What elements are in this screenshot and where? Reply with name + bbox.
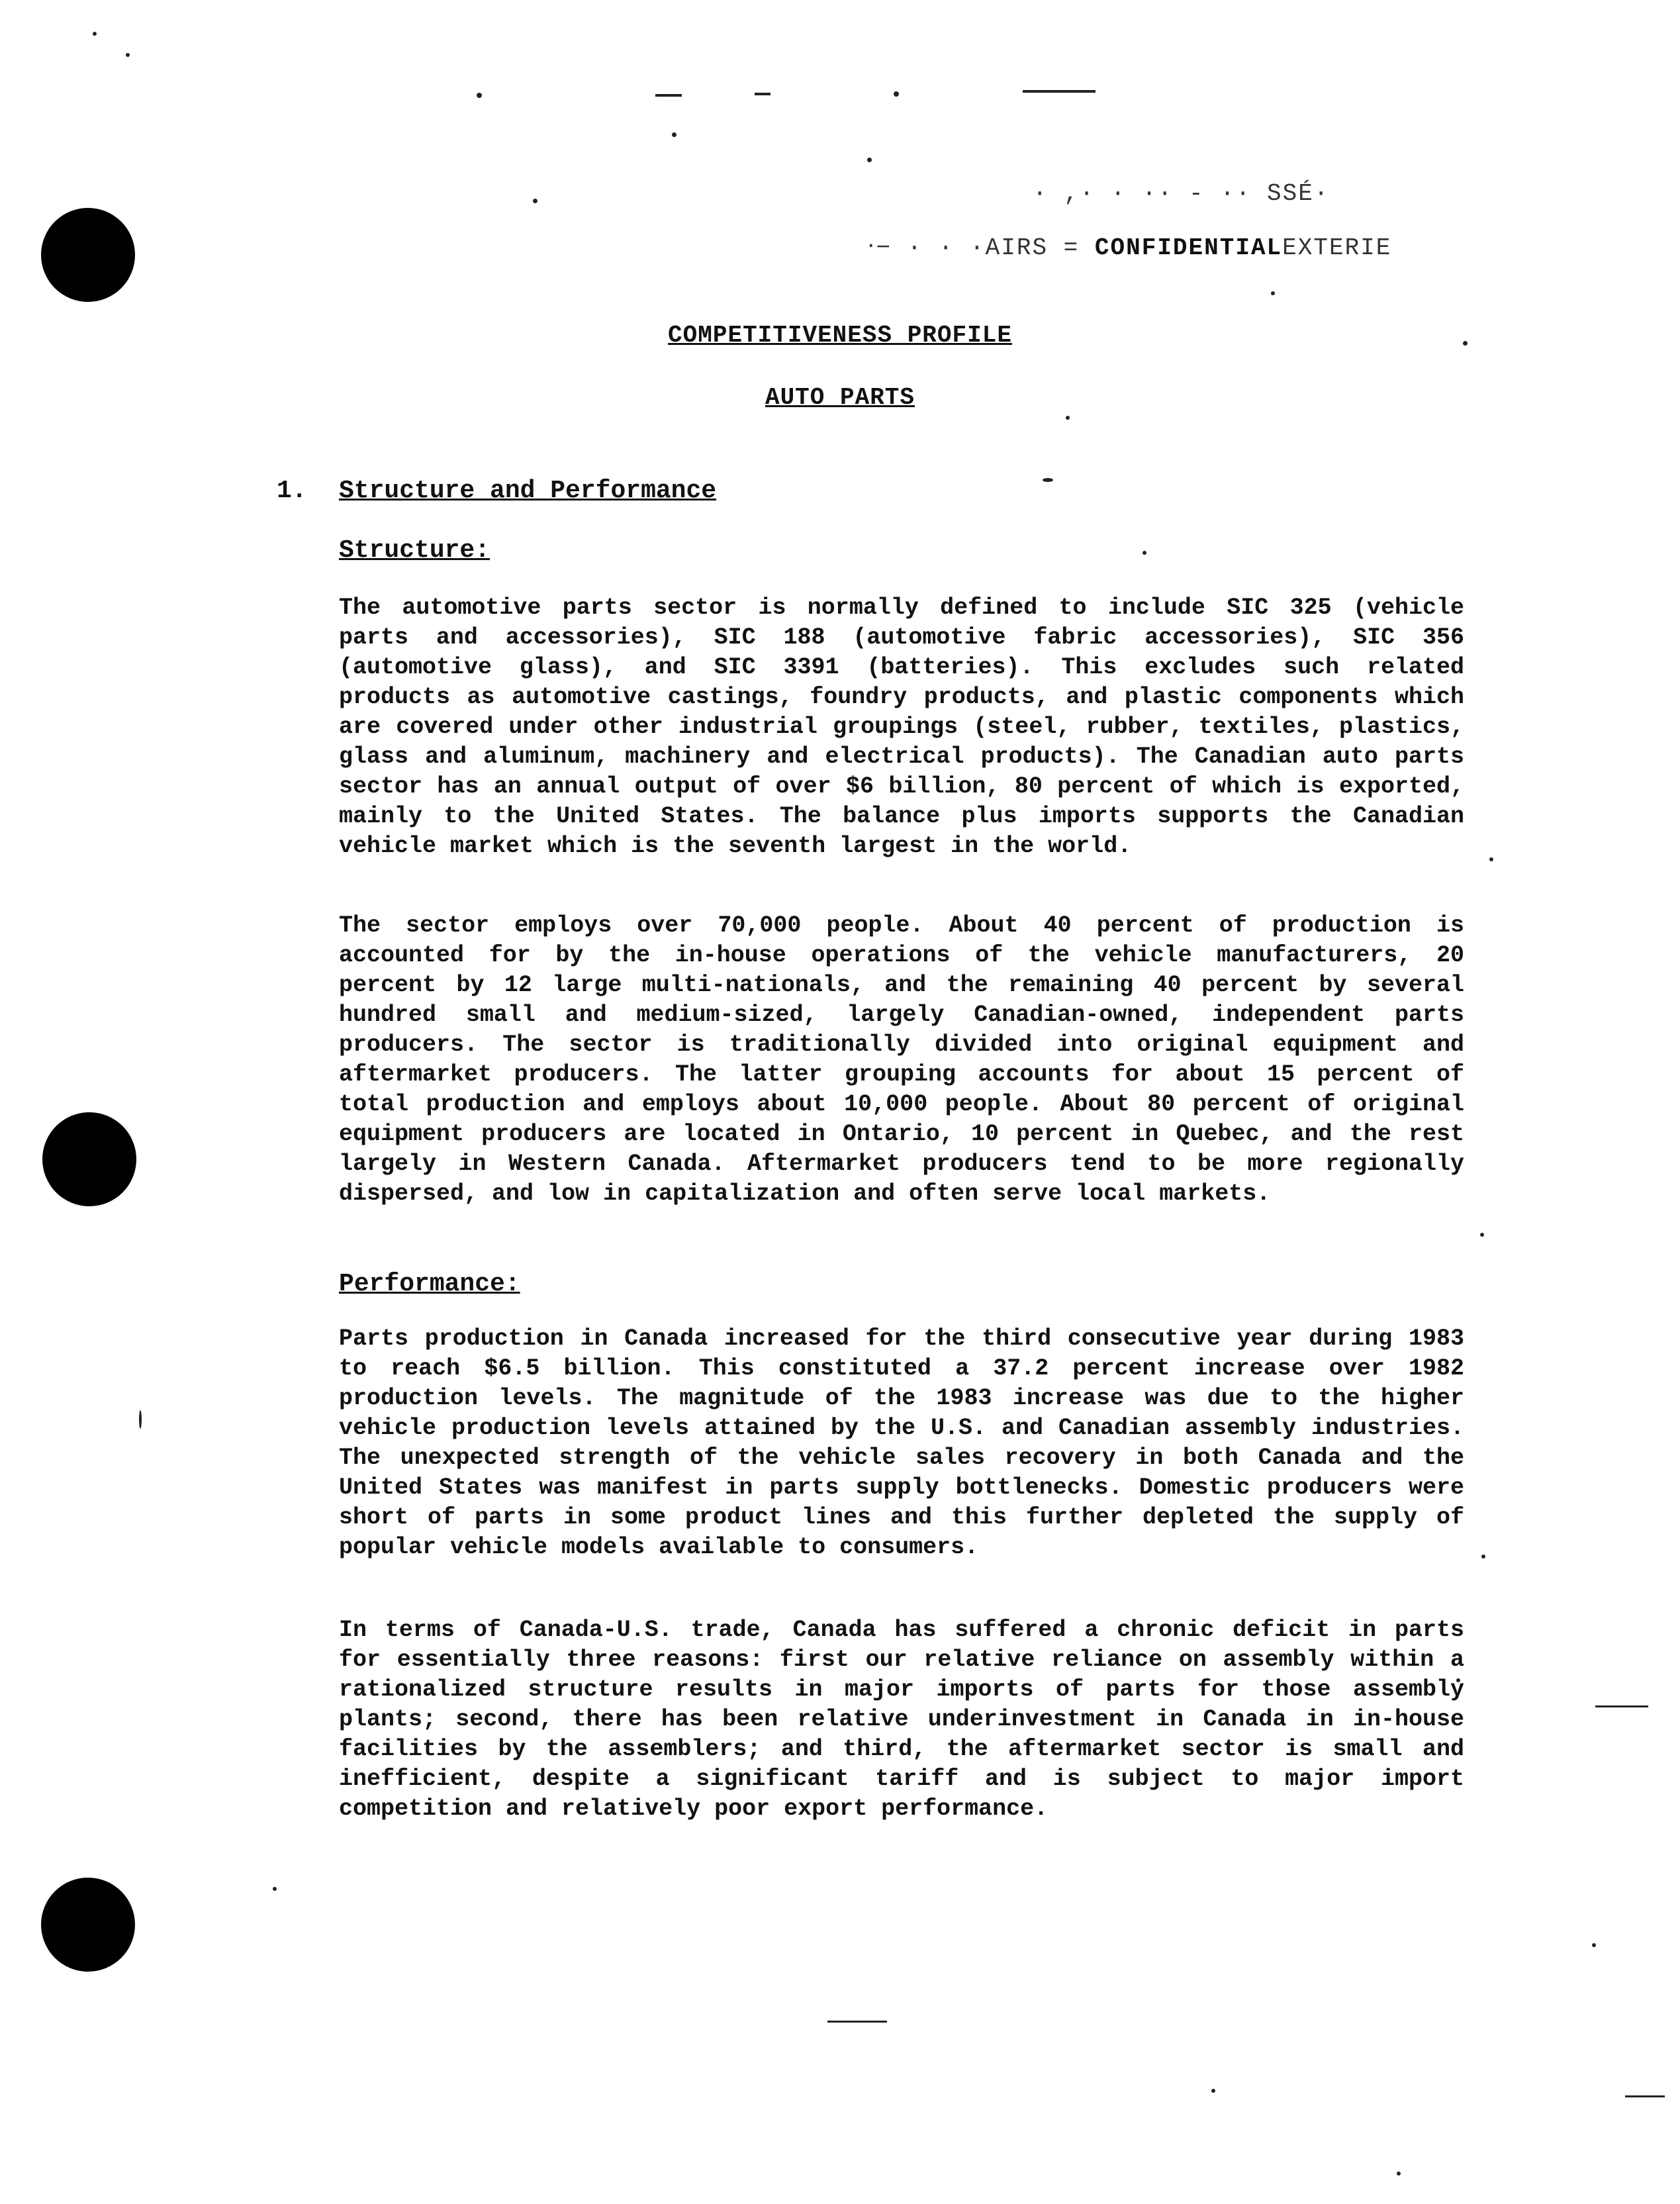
scan-mark	[672, 132, 677, 137]
scan-mark	[1271, 291, 1275, 295]
classification-prefix: ‧− · · ·AIRS =	[867, 234, 1080, 262]
scan-mark	[1066, 416, 1070, 420]
classification-stamp-line1: · ,· · ·· - ·· SSÉ·	[1033, 180, 1330, 207]
scan-mark	[1143, 551, 1146, 555]
section-heading: Structure and Performance	[339, 477, 717, 505]
scan-mark	[1023, 90, 1096, 93]
scan-mark	[867, 158, 872, 162]
scan-mark	[126, 53, 130, 57]
scan-mark	[477, 93, 482, 98]
section-number: 1.	[277, 477, 307, 505]
scan-mark	[533, 199, 537, 203]
scan-mark	[93, 32, 97, 36]
performance-heading: Performance:	[339, 1270, 520, 1298]
scan-mark	[1397, 2172, 1401, 2176]
structure-paragraph-1: The automotive parts sector is normally defined to include SIC 325 (vehicle parts and accessories), SIC 188 (automotive fabric accessories), SIC 356 (automotive glass), and SIC 3391 (batteries). This excludes such related products as automotive castings, foundry products, and plastic components which are covered under other industrial groupings (steel, rubber, textiles, plastics, glass and aluminum, machinery and electrical products). The Canadian auto parts sector has an annual output of over $6 billion, 80 percent of which is exported, mainly to the United States. The balance plus imports supports the Canadian vehicle market which is the seventh largest in the world.	[339, 595, 1464, 859]
performance-paragraph-1: Parts production in Canada increased for the third consecutive year during 1983 to reach $6.5 billion. This constituted a 37.2 percent increase over 1982 production levels. The magnitude of the 1983 increase was due to the higher vehicle production levels attained by the U.S. and Canadian assembly industries. The unexpected strength of the vehicle sales recovery in both Canada and the United States was manifest in parts supply bottlenecks. Domestic producers were short of parts in some product lines and this further depleted the supply of popular vehicle models available to consumers.	[339, 1325, 1464, 1560]
scan-mark	[1625, 2095, 1665, 2097]
scan-mark	[273, 1887, 277, 1891]
classification-suffix: EXTERIE	[1282, 234, 1392, 262]
scan-mark	[1595, 1705, 1648, 1707]
punch-hole-top	[41, 208, 135, 302]
structure-heading: Structure:	[339, 536, 490, 565]
scan-mark	[894, 91, 899, 97]
scan-mark	[139, 1410, 142, 1429]
scan-mark	[1489, 857, 1493, 861]
document-subtitle: AUTO PARTS	[765, 384, 915, 411]
scan-mark	[655, 94, 682, 97]
punch-hole-middle	[42, 1112, 136, 1206]
punch-hole-bottom	[41, 1878, 135, 1972]
scan-mark	[1211, 2089, 1215, 2093]
confidential-stamp: CONFIDENTIAL	[1094, 234, 1283, 262]
scan-mark	[1480, 1233, 1484, 1237]
scan-mark	[1043, 478, 1053, 482]
scan-mark	[1592, 1943, 1596, 1947]
scan-mark	[827, 2021, 887, 2023]
classification-stamp-line2	[867, 233, 1391, 262]
document-title: COMPETITIVENESS PROFILE	[668, 322, 1012, 349]
scan-mark	[755, 93, 770, 95]
performance-paragraph-2: In terms of Canada-U.S. trade, Canada has suffered a chronic deficit in parts for essentially three reasons: first our relative reliance on assembly within a rationalized structure results in major imports of parts for those assembly plants; second, there has been relative underinvestment in Canada in in-house facilities by the assemblers; and third, the aftermarket sector is small and inefficient, despite a significant tariff and is subject to major import competition and relatively poor export performance.	[339, 1617, 1464, 1822]
structure-paragraph-2: The sector employs over 70,000 people. About 40 percent of production is accounted for by the in-house operations of the vehicle manufacturers, 20 percent by 12 large multi-nationals, and the remaining 40 percent by several hundred small and medium-sized, largely Canadian-owned, independent parts producers. The sector is traditionally divided into original equipment and aftermarket producers. The latter grouping accounts for about 15 percent of total production and employs about 10,000 people. About 80 percent of original equipment producers are located in Ontario, 10 percent in Quebec, and the rest largely in Western Canada. Aftermarket producers tend to be more regionally dispersed, and low in capitalization and often serve local markets.	[339, 912, 1464, 1207]
scan-mark	[1481, 1555, 1485, 1558]
